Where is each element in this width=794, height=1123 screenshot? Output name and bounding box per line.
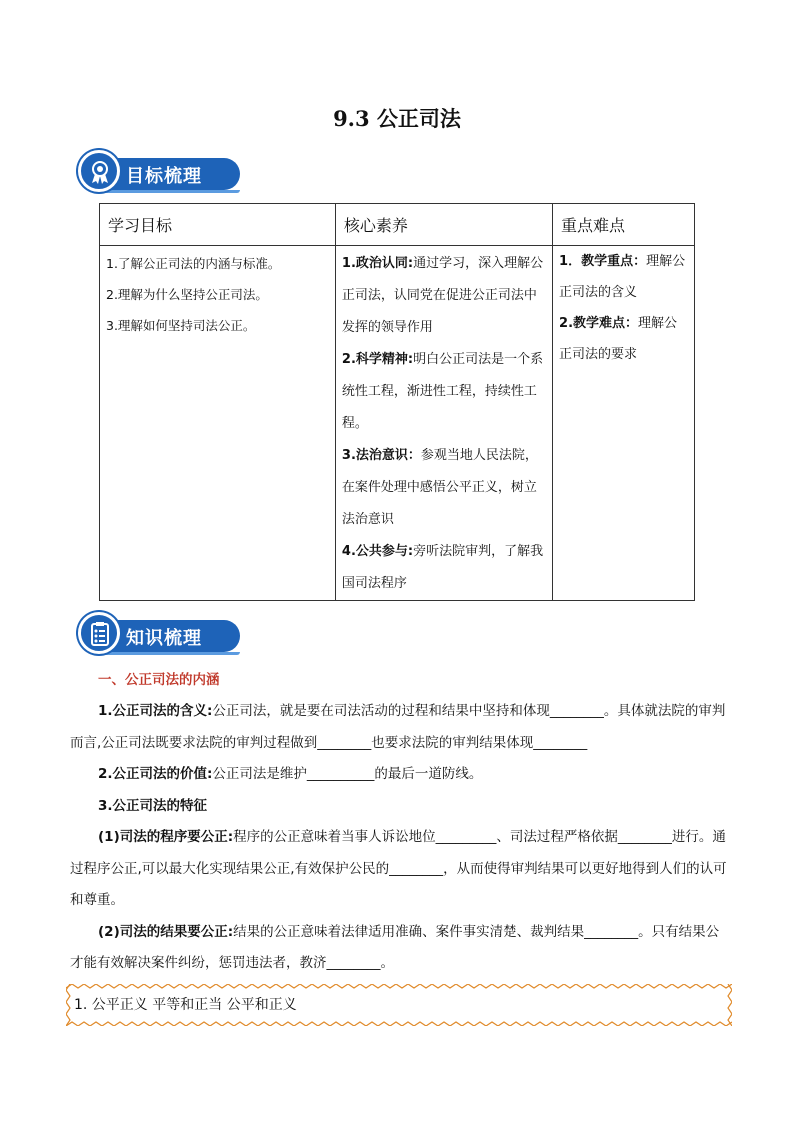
paragraph-value: 2.公正司法的价值:公正司法是维护__________的最后一道防线。 xyxy=(98,766,483,782)
literacy-item: 4.公共参与:旁听法院审判，了解我国司法程序 xyxy=(341,544,544,591)
award-ribbon-icon xyxy=(78,150,120,192)
key-point-item: 2.教学难点：理解公正司法的要求 xyxy=(559,316,678,362)
answer-text: 1. 公平正义 平等和正当 公平和正义 xyxy=(74,997,297,1013)
goal-item: 2.理解为什么坚持公正司法。 xyxy=(106,287,268,302)
section-header-knowledge xyxy=(78,612,240,654)
checklist-icon xyxy=(78,612,120,654)
key-points-cell xyxy=(553,246,695,601)
header-learning-goals: 学习目标 xyxy=(100,204,336,246)
paragraph-result: (2)司法的结果要公正:结果的公正意味着法律适用准确、案件事实清楚、裁判结果________。只有结果公才能有效解决案件纠纷，惩罚违法者，教济________。 xyxy=(70,923,720,971)
paragraph-procedure: (1)司法的程序要公正:程序的公正意味着当事人诉讼地位_________、司法过程严格依据________进行。通过程序公正,可以最大化实现结果公正,有效保护公民的________，从而使得审判结果可以更好地得到人们的认可和尊重。 xyxy=(70,829,727,908)
answer-box xyxy=(66,984,732,1026)
section-header-goals xyxy=(78,150,240,192)
knowledge-content xyxy=(70,668,730,980)
core-literacy-cell xyxy=(335,246,552,601)
section-label-goals: 目标梳理 xyxy=(126,166,202,187)
goals-table xyxy=(99,203,695,601)
paragraph-features: 3.公正司法的特征 xyxy=(98,797,208,814)
header-key-points: 重点难点 xyxy=(553,204,695,246)
literacy-item: 3.法治意识：参观当地人民法院，在案件处理中感悟公平正义，树立法治意识 xyxy=(341,448,538,527)
goal-item: 1.了解公正司法的内涵与标准。 xyxy=(106,256,281,271)
key-point-item: 1．教学重点：理解公正司法的含义 xyxy=(559,254,686,300)
goal-item: 3.理解如何坚持司法公正。 xyxy=(106,318,256,333)
header-core-literacy: 核心素养 xyxy=(335,204,552,246)
section-heading: 一、公正司法的内涵 xyxy=(98,672,220,688)
literacy-item: 1.政治认同:通过学习，深入理解公正司法，认同党在促进公正司法中发挥的领导作用 xyxy=(341,256,544,335)
section-label-knowledge: 知识梳理 xyxy=(126,628,202,649)
literacy-item: 2.科学精神:明白公正司法是一个系统性工程，渐进性工程，持续性工程。 xyxy=(341,352,544,431)
paragraph-meaning: 1.公正司法的含义:公正司法，就是要在司法活动的过程和结果中坚持和体现________。具体就法院的审判而言,公正司法既要求法院的审判过程做到________也要求法院的审判结果体现________ xyxy=(70,703,726,751)
page-title: 9.3 公正司法 xyxy=(333,106,461,131)
learning-goals-cell xyxy=(100,246,336,601)
